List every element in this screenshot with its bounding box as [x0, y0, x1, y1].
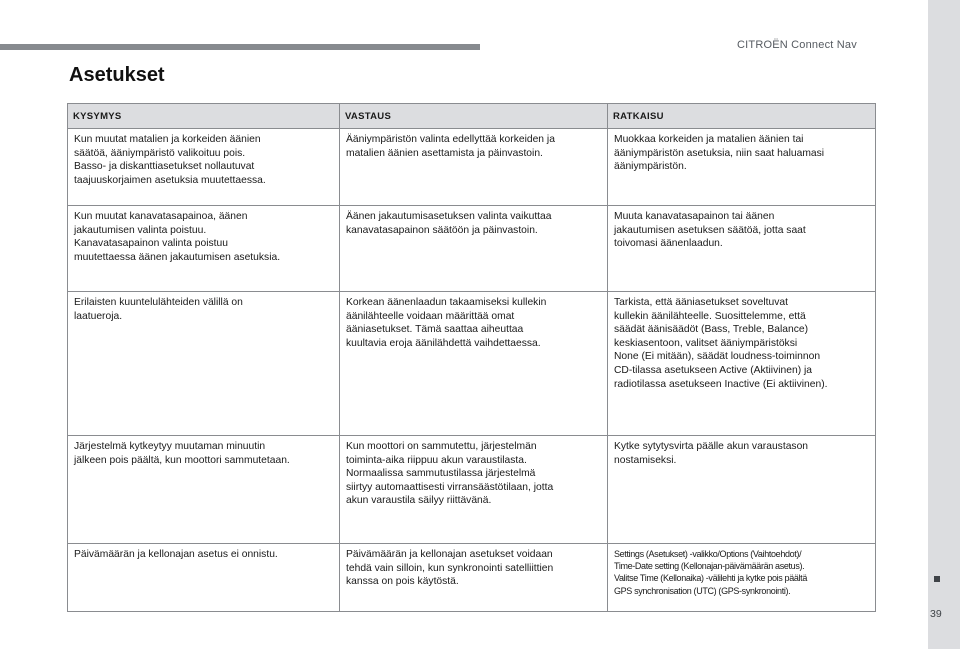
troubleshooting-table — [67, 103, 876, 612]
answer-cell: Päivämäärän ja kellonajan asetukset voidaan tehdä vain silloin, kun synkronointi satelliittien kanssa on pois käytöstä. — [340, 544, 608, 612]
table-row — [68, 129, 876, 206]
table-row — [68, 436, 876, 544]
solution-cell: Muuta kanavatasapainon tai äänen jakautumisen asetuksen säätöä, jotta saat toivomasi äänenlaadun. — [608, 206, 876, 292]
answer-cell: Korkean äänenlaadun takaamiseksi kullekin äänilähteelle voidaan määrittää omat ääniasetukset. Tämä saattaa aiheuttaa kuultavia eroja äänilähdettä vaihdettaessa. — [340, 292, 608, 436]
page-number: 39 — [930, 608, 942, 620]
question-cell: Päivämäärän ja kellonajan asetus ei onnistu. — [68, 544, 340, 612]
question-cell: Kun muutat kanavatasapainoa, äänen jakautumisen valinta poistuu. Kanavatasapainon valinta poistuu muutettaessa äänen jakautumisen asetuksia. — [68, 206, 340, 292]
table-row — [68, 292, 876, 436]
solution-cell: Tarkista, että ääniasetukset soveltuvat kullekin äänilähteelle. Suosittelemme, että säädät äänisäädöt (Bass, Treble, Balance) keskiasentoon, valitset ääniympäristöksi None (Ei mitään), säädät loudness-toiminnon CD-tilassa asetukseen Active (Aktiivinen) ja radiotilassa asetukseen Inactive (Ei aktiivinen). — [608, 292, 876, 436]
question-cell: Järjestelmä kytkeytyy muutaman minuutin jälkeen pois päältä, kun moottori sammutetaan. — [68, 436, 340, 544]
column-header-question: KYSYMYS — [68, 104, 340, 129]
page-marker-square — [934, 576, 940, 582]
solution-cell: Muokkaa korkeiden ja matalien äänien tai ääniympäristön asetuksia, niin saat haluamasi ääniympäristön. — [608, 129, 876, 206]
table-row — [68, 206, 876, 292]
answer-cell: Äänen jakautumisasetuksen valinta vaikuttaa kanavatasapainon säätöön ja päinvastoin. — [340, 206, 608, 292]
header-rule — [0, 44, 480, 50]
question-cell: Kun muutat matalien ja korkeiden äänien säätöä, ääniympäristö valikoituu pois. Basso- ja diskanttiasetukset nollautuvat taajuuskorjaimen asetuksia muutettaessa. — [68, 129, 340, 206]
question-cell: Erilaisten kuuntelulähteiden välillä on laatueroja. — [68, 292, 340, 436]
page-title: Asetukset — [69, 64, 165, 86]
column-header-answer: VASTAUS — [340, 104, 608, 129]
side-strip — [928, 0, 960, 649]
answer-cell: Kun moottori on sammutettu, järjestelmän toiminta-aika riippuu akun varaustilasta. Normaalissa sammutustilassa järjestelmä siirtyy automaattisesti virransäästötilaan, jotta akun varaustila säilyy riittävänä. — [340, 436, 608, 544]
table-header-row — [68, 104, 876, 129]
solution-cell: Kytke sytytysvirta päälle akun varaustason nostamiseksi. — [608, 436, 876, 544]
table-row — [68, 544, 876, 612]
brand-label: CITROËN Connect Nav — [737, 39, 857, 51]
answer-cell: Ääniympäristön valinta edellyttää korkeiden ja matalien äänien asettamista ja päinvastoin. — [340, 129, 608, 206]
column-header-solution: RATKAISU — [608, 104, 876, 129]
solution-cell: Settings (Asetukset) -valikko/Options (Vaihtoehdot)/ Time-Date setting (Kellonajan-päivämäärän asetus). Valitse Time (Kellonaika) -välilehti ja kytke pois päältä GPS synchronisation (UTC) (GPS-synkronointi). — [608, 544, 876, 612]
